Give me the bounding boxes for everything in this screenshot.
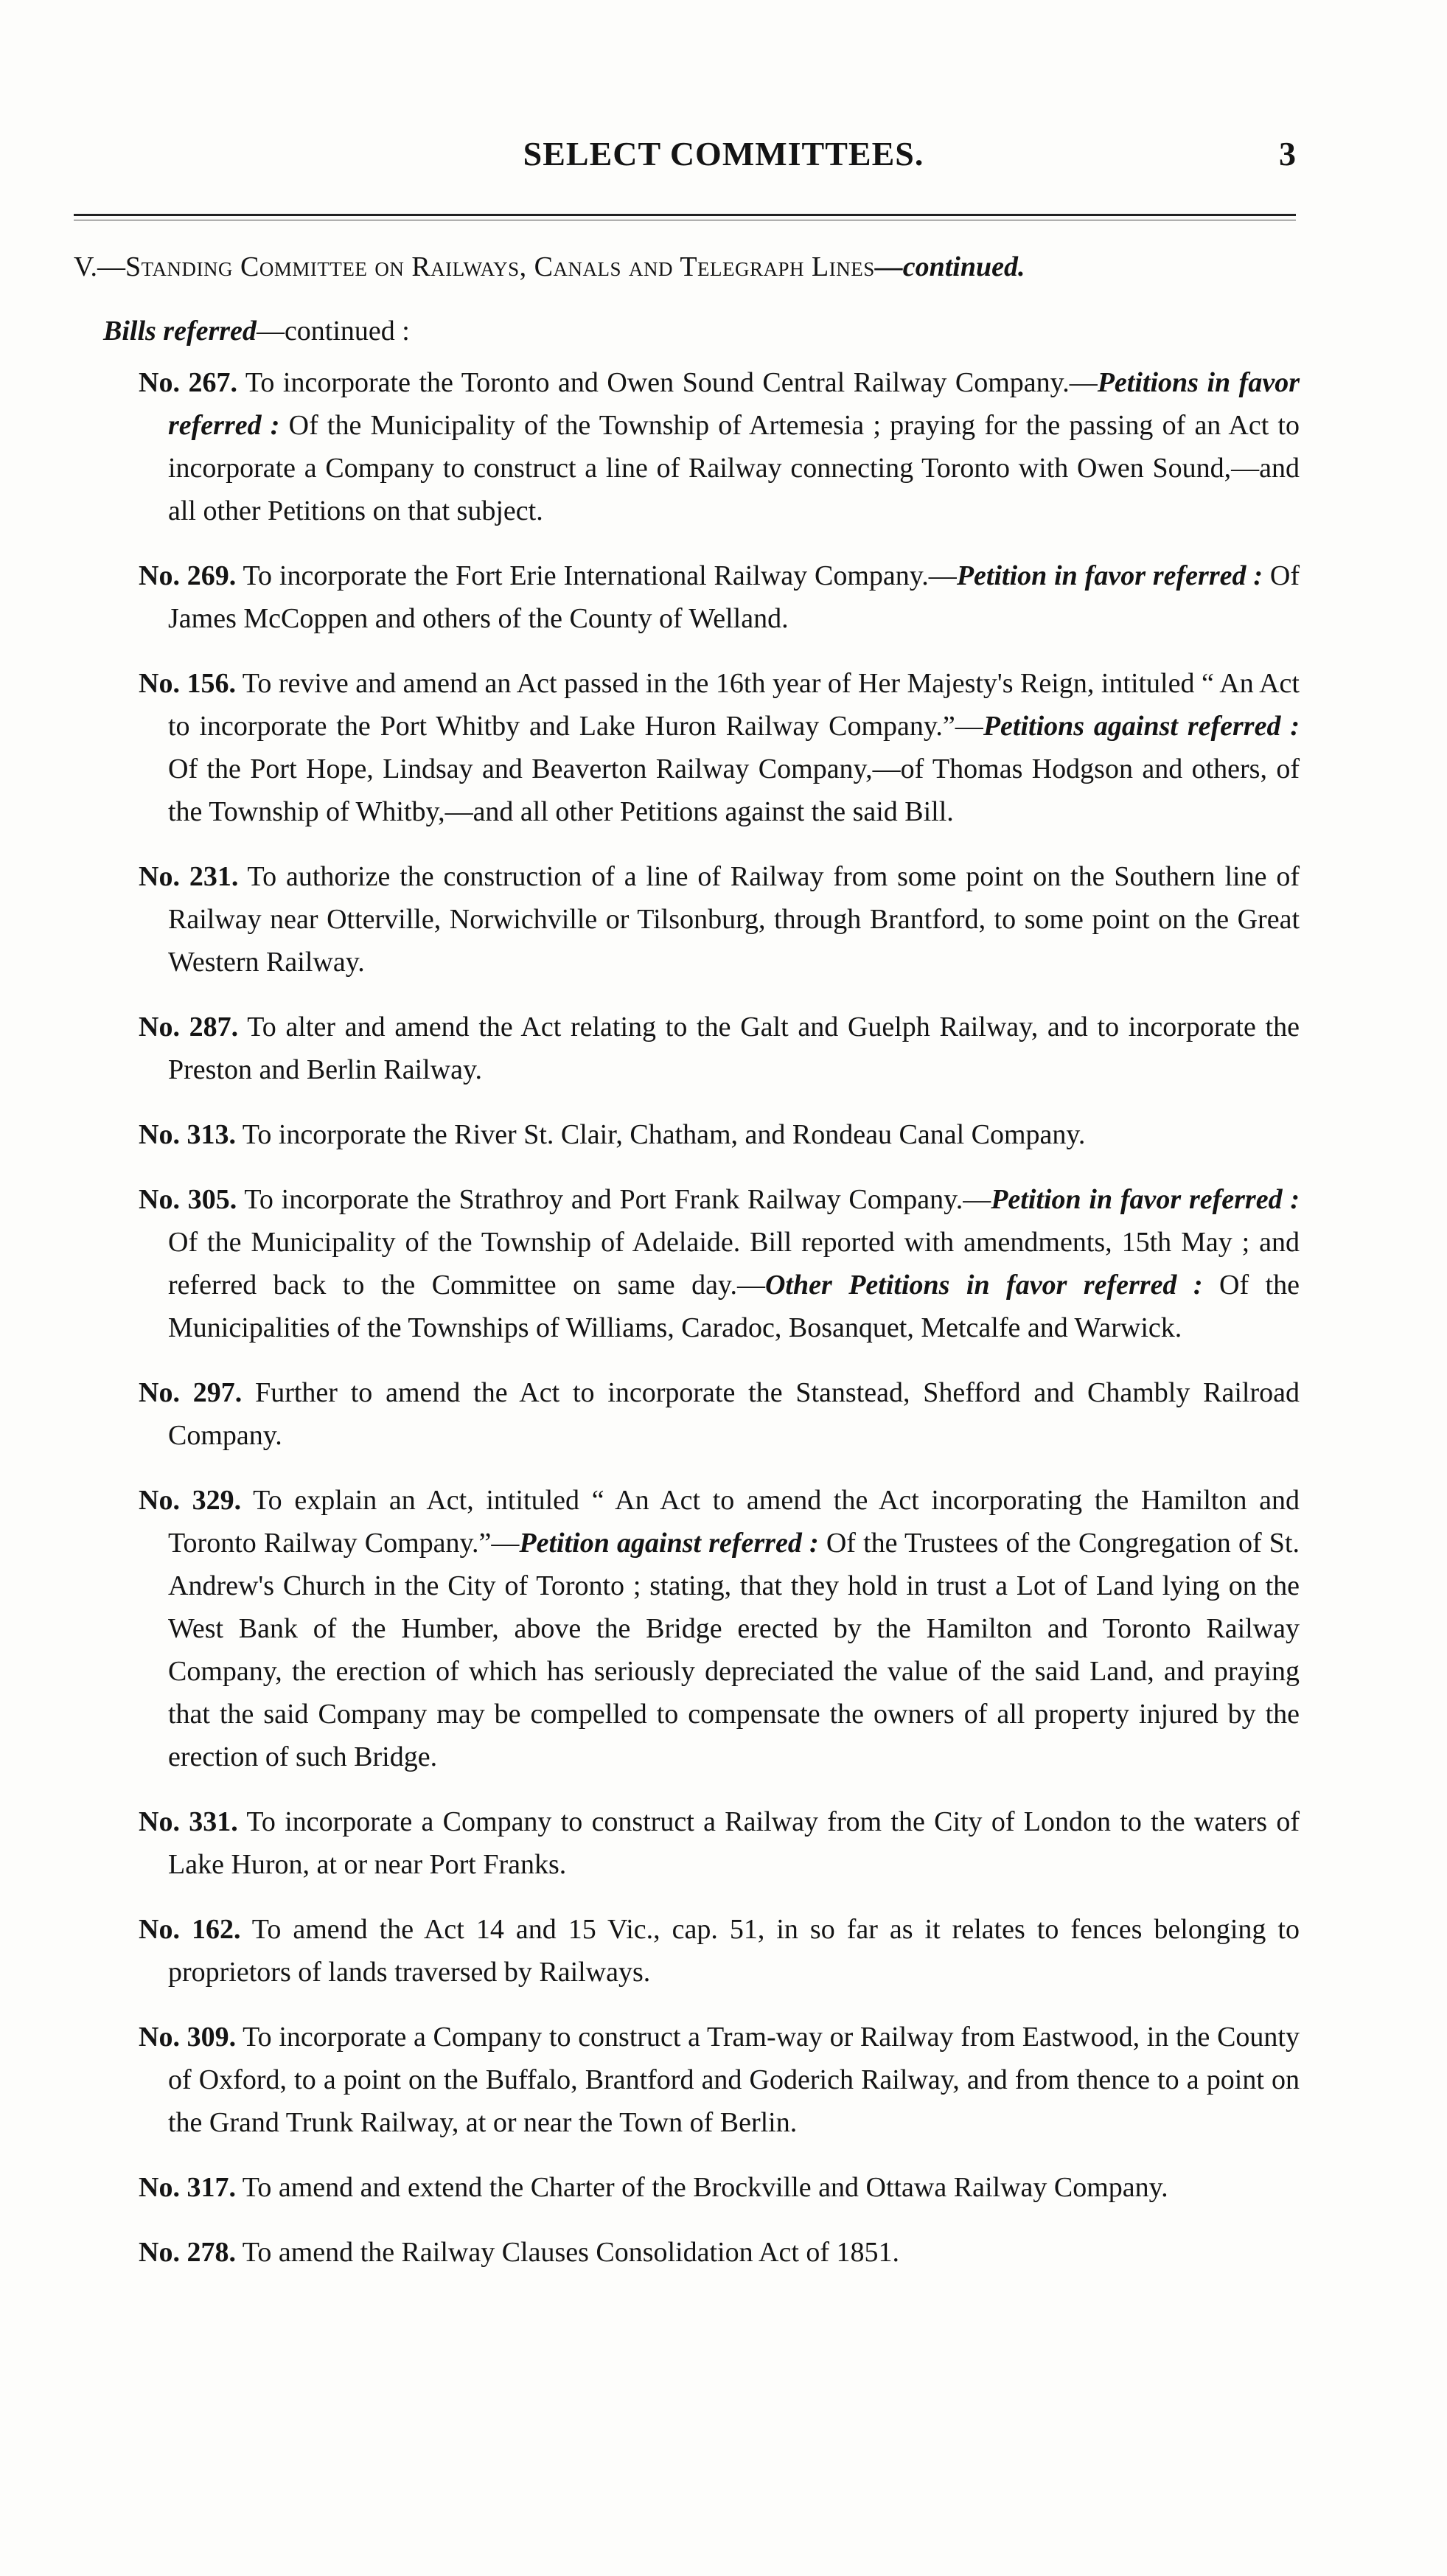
bill-text: Of the Port Hope, Lindsay and Beaverton Railway Company,—of Thomas Hodgson and others, of the Township of Whitby,—and all other Petitions against the said Bill. <box>168 753 1300 827</box>
bill-text: To incorporate the River St. Clair, Chatham, and Rondeau Canal Company. <box>242 1119 1086 1150</box>
bill-entry <box>139 1371 1300 1457</box>
page-number: 3 <box>1279 135 1296 173</box>
bill-entry <box>139 1908 1300 1994</box>
bill-number: No. 309. <box>139 2022 237 2053</box>
petition-label: Petitions against referred : <box>983 711 1300 742</box>
petition-label: Other Petitions in favor referred : <box>764 1270 1203 1301</box>
bill-text: Of James McCoppen and others of the County of Welland. <box>168 560 1300 634</box>
bill-text: Of the Municipality of the Township of Adelaide. Bill reported with amendments, 15th May ; and referred back to the Committee on same day.— <box>168 1227 1300 1301</box>
bills-label-italic: Bills referred <box>103 316 257 347</box>
bill-text: To incorporate the Fort Erie International Railway Company.— <box>243 560 957 591</box>
petition-label: Petition in favor referred : <box>991 1184 1300 1215</box>
bill-number: No. 313. <box>139 1119 236 1150</box>
bill-text: To explain an Act, intituled “ An Act to amend the Act incorporating the Hamilton and Toronto Railway Company.”— <box>168 1485 1300 1559</box>
bill-text: To amend and extend the Charter of the Brockville and Ottawa Railway Company. <box>242 2172 1168 2203</box>
petition-label: Petition in favor referred : <box>956 560 1263 591</box>
page-title: SELECT COMMITTEES. <box>523 135 924 173</box>
bill-entry <box>139 1479 1300 1778</box>
section-continued: —continued. <box>874 251 1025 282</box>
bill-number: No. 329. <box>139 1485 242 1516</box>
bill-number: No. 297. <box>139 1377 243 1408</box>
section-name: Standing Committee on Railways, Canals and Telegraph Lines <box>125 251 875 282</box>
bill-entry <box>139 662 1300 833</box>
bill-entry <box>139 855 1300 984</box>
bill-entry <box>139 1178 1300 1349</box>
bill-entry <box>139 2016 1300 2144</box>
bill-text: To incorporate a Company to construct a Tram-way or Railway from Eastwood, in the County of Oxford, to a point on the Buffalo, Brantford and Goderich Railway, and from thence to a point on the Grand Trunk Railway, at or near the Town of Berlin. <box>168 2022 1300 2138</box>
section-number: V. <box>74 251 98 282</box>
bill-number: No. 287. <box>139 1012 239 1042</box>
bill-entry <box>139 2166 1300 2209</box>
bill-text: Of the Trustees of the Congregation of St. Andrew's Church in the City of Toronto ; stating, that they hold in trust a Lot of Land lying on the West Bank of the Humber, above the Bridge erected by the Hamilton and Toronto Railway Company, the erection of which has seriously depreciated the value of the said Land, and praying that the said Company may be compelled to compensate the owners of all property injured by the erection of such Bridge. <box>168 1528 1300 1772</box>
bill-list <box>139 361 1300 2296</box>
bill-text: To incorporate a Company to construct a Railway from the City of London to the waters of Lake Huron, at or near Port Franks. <box>168 1806 1300 1880</box>
petition-label: Petitions in favor referred : <box>168 367 1300 441</box>
bill-text: To incorporate the Strathroy and Port Frank Railway Company.— <box>244 1184 991 1215</box>
bills-referred-label <box>103 313 410 349</box>
section-heading <box>74 249 1296 285</box>
bill-text: To alter and amend the Act relating to the Galt and Guelph Railway, and to incorporate the Preston and Berlin Railway. <box>168 1012 1300 1085</box>
section-dash: — <box>97 251 126 282</box>
bill-text: To revive and amend an Act passed in the 16th year of Her Majesty's Reign, intituled “ An Act to incorporate the Port Whitby and Lake Huron Railway Company.”— <box>168 668 1300 742</box>
bill-entry <box>139 2231 1300 2274</box>
header-rule-thick <box>74 214 1296 216</box>
bill-text: Of the Municipalities of the Townships of Williams, Caradoc, Bosanquet, Metcalfe and Warwick. <box>168 1270 1300 1343</box>
bill-text: To incorporate the Toronto and Owen Sound Central Railway Company.— <box>245 367 1098 398</box>
bill-text: Of the Municipality of the Township of Artemesia ; praying for the passing of an Act to incorporate a Company to construct a line of Railway connecting Toronto with Owen Sound,—and all other Petitions on that subject. <box>168 410 1300 526</box>
petition-label: Petition against referred : <box>519 1528 819 1559</box>
bill-text: To amend the Act 14 and 15 Vic., cap. 51, in so far as it relates to fences belonging to proprietors of lands traversed by Railways. <box>168 1914 1300 1988</box>
bill-number: No. 331. <box>139 1806 238 1837</box>
bill-entry <box>139 554 1300 640</box>
bill-number: No. 267. <box>139 367 237 398</box>
bills-label-rest: —continued : <box>256 316 410 347</box>
bill-entry <box>139 1113 1300 1156</box>
bill-entry <box>139 361 1300 532</box>
bill-entry <box>139 1006 1300 1091</box>
bill-text: To amend the Railway Clauses Consolidation Act of 1851. <box>242 2237 900 2268</box>
bill-number: No. 278. <box>139 2237 236 2268</box>
bill-number: No. 231. <box>139 861 239 892</box>
bill-entry <box>139 1800 1300 1886</box>
bill-number: No. 156. <box>139 668 236 699</box>
bill-number: No. 317. <box>139 2172 236 2203</box>
running-head <box>0 134 1447 186</box>
bill-number: No. 305. <box>139 1184 237 1215</box>
bill-text: To authorize the construction of a line of Railway from some point on the Southern line of Railway near Otterville, Norwichville or Tilsonburg, through Brantford, to some point on the Great Western Railway. <box>168 861 1300 978</box>
bill-number: No. 269. <box>139 560 237 591</box>
bill-text: Further to amend the Act to incorporate the Stanstead, Shefford and Chambly Railroad Company. <box>168 1377 1300 1451</box>
bill-number: No. 162. <box>139 1914 241 1945</box>
